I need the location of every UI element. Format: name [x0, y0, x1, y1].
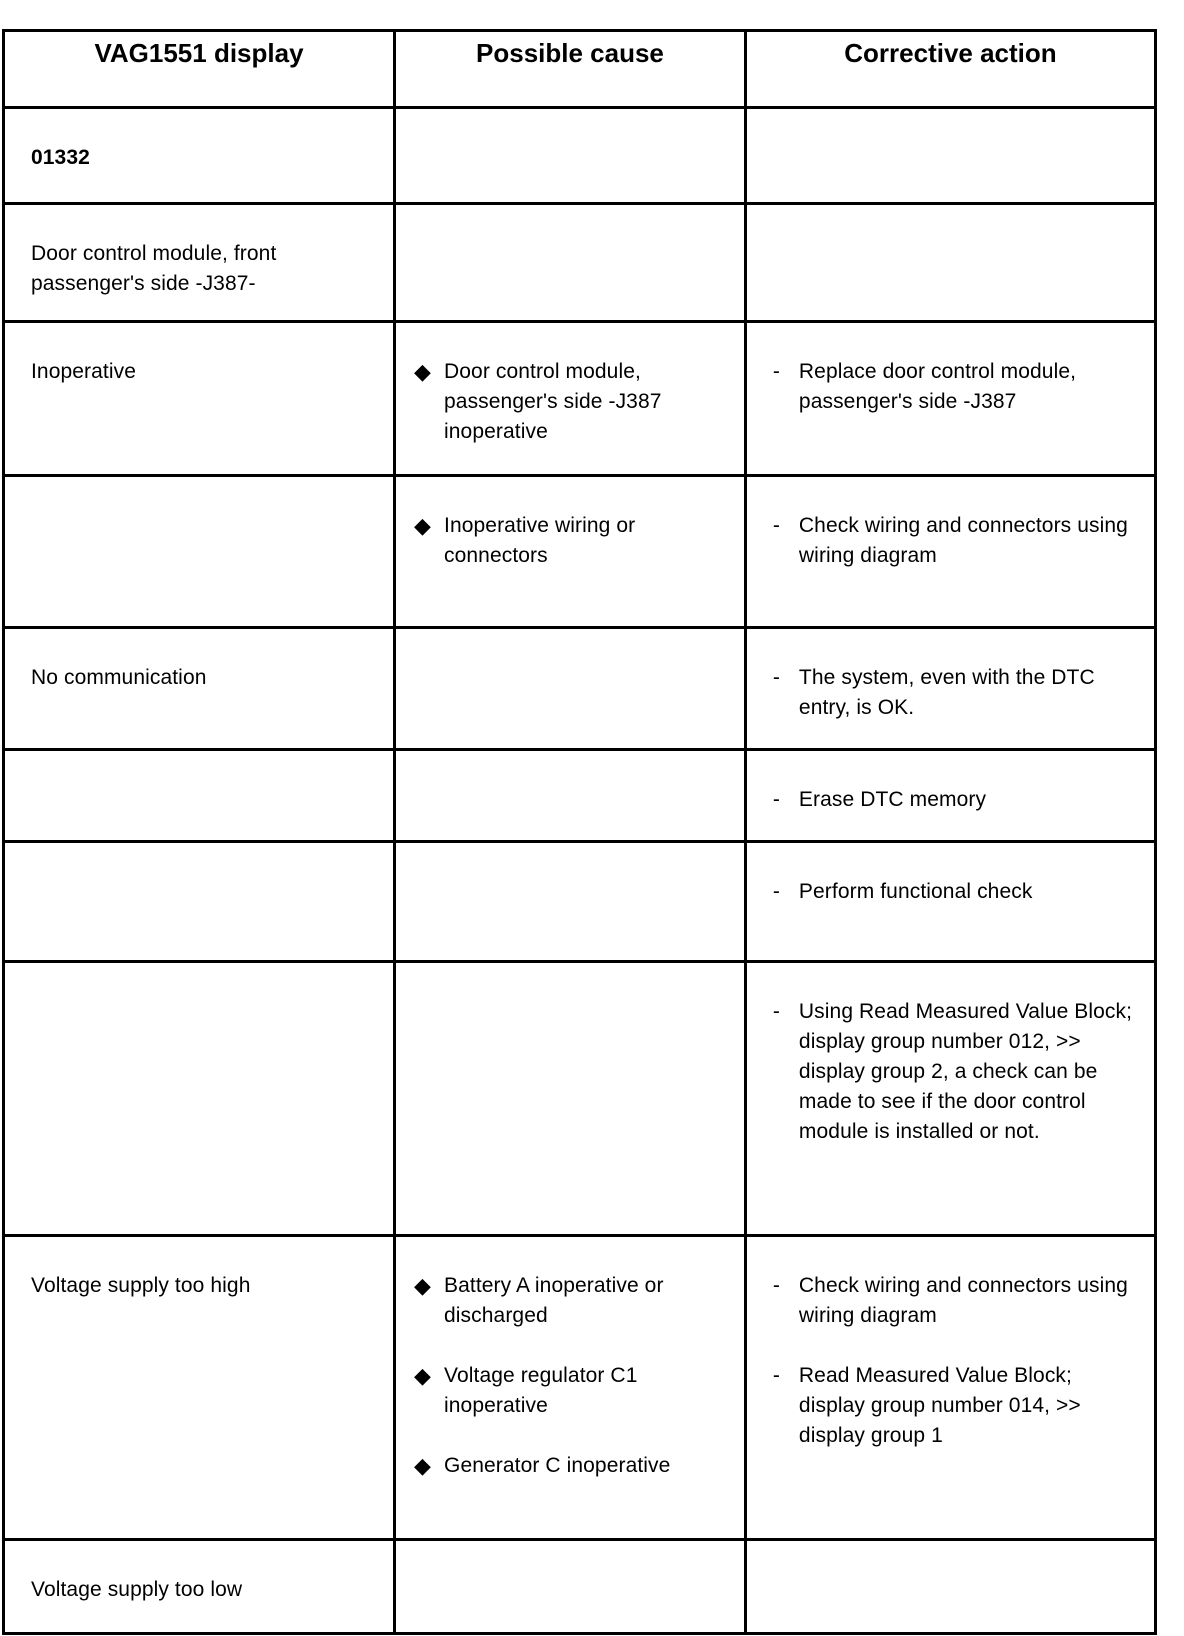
cause-item — [414, 1271, 724, 1331]
dash-marker: - — [772, 788, 781, 811]
cause-cell — [395, 1236, 746, 1540]
cause-cell — [395, 962, 746, 1236]
dash-marker: - — [772, 1274, 781, 1297]
action-text: Check wiring and connectors using wiring diagram — [798, 514, 1128, 567]
action-text: Replace door control module, passenger's side -J387 — [798, 360, 1077, 413]
cause-cell — [395, 628, 746, 750]
table-row — [4, 962, 1156, 1236]
header-row — [4, 31, 1156, 108]
display-text: Voltage supply too high — [31, 1274, 251, 1297]
action-text: Perform functional check — [798, 880, 1033, 903]
header-corrective-action: Corrective action — [745, 31, 1155, 108]
display-cell — [4, 108, 395, 204]
header-vag1551-display: VAG1551 display — [4, 31, 395, 108]
dash-marker: - — [772, 666, 781, 689]
action-item — [773, 511, 1134, 571]
table-row — [4, 1540, 1156, 1634]
dash-marker: - — [772, 880, 781, 903]
cause-text: Inoperative wiring or connectors — [444, 514, 636, 567]
diamond-bullet-icon: ◆ — [414, 359, 432, 384]
cause-cell — [395, 750, 746, 842]
action-cell — [745, 842, 1155, 962]
cause-text: Battery A inoperative or discharged — [444, 1274, 664, 1327]
action-item — [773, 1361, 1134, 1451]
action-cell — [745, 108, 1155, 204]
diamond-bullet-icon: ◆ — [414, 1453, 432, 1478]
table-row — [4, 322, 1156, 476]
display-text: No communication — [31, 666, 207, 689]
cause-cell — [395, 322, 746, 476]
dash-marker: - — [772, 360, 781, 383]
table-row — [4, 204, 1156, 322]
table-row — [4, 108, 1156, 204]
display-text: Inoperative — [31, 360, 137, 383]
cause-cell — [395, 204, 746, 322]
display-text: 01332 — [31, 146, 90, 169]
cause-cell — [395, 1540, 746, 1634]
action-cell — [745, 476, 1155, 628]
action-item — [773, 877, 1134, 907]
display-text: Door control module, front passenger's side -J387- — [31, 242, 277, 295]
action-cell — [745, 204, 1155, 322]
cause-cell — [395, 108, 746, 204]
action-cell — [745, 1236, 1155, 1540]
display-cell — [4, 322, 395, 476]
display-cell — [4, 842, 395, 962]
display-text: Voltage supply too low — [31, 1578, 243, 1601]
action-text: Read Measured Value Block; display group number 014, >> display group 1 — [798, 1364, 1081, 1447]
display-cell — [4, 1540, 395, 1634]
action-item — [773, 663, 1134, 723]
cause-item — [414, 511, 724, 571]
action-text: Check wiring and connectors using wiring diagram — [798, 1274, 1128, 1327]
dash-marker: - — [772, 514, 781, 537]
display-text — [5, 963, 393, 997]
display-cell — [4, 204, 395, 322]
dash-marker: - — [772, 1364, 781, 1387]
cause-item — [414, 357, 724, 447]
diamond-bullet-icon: ◆ — [414, 513, 432, 538]
cause-text: Door control module, passenger's side -J387 inoperative — [444, 360, 662, 443]
cause-cell — [395, 842, 746, 962]
action-item — [773, 1271, 1134, 1331]
dtc-table — [2, 29, 1157, 1635]
display-cell — [4, 750, 395, 842]
display-cell — [4, 476, 395, 628]
display-text — [5, 843, 393, 877]
display-cell — [4, 628, 395, 750]
action-cell — [745, 1540, 1155, 1634]
table-row — [4, 1236, 1156, 1540]
cause-text: Voltage regulator C1 inoperative — [444, 1364, 638, 1417]
action-text: Using Read Measured Value Block; display group number 012, >> display group 2, a check can be made to see if the door control module is installed or not. — [798, 1000, 1133, 1143]
display-cell — [4, 1236, 395, 1540]
cause-text: Generator C inoperative — [444, 1454, 671, 1477]
diamond-bullet-icon: ◆ — [414, 1273, 432, 1298]
action-cell — [745, 750, 1155, 842]
action-item — [773, 357, 1134, 417]
action-cell — [745, 628, 1155, 750]
cause-cell — [395, 476, 746, 628]
display-cell — [4, 962, 395, 1236]
table-row — [4, 476, 1156, 628]
cause-item — [414, 1361, 724, 1421]
table-row — [4, 628, 1156, 750]
cause-item — [414, 1451, 724, 1481]
action-item — [773, 997, 1134, 1147]
action-cell — [745, 322, 1155, 476]
display-text — [5, 751, 393, 785]
action-item — [773, 785, 1134, 815]
table-row — [4, 750, 1156, 842]
header-possible-cause: Possible cause — [395, 31, 746, 108]
action-text: The system, even with the DTC entry, is OK. — [798, 666, 1095, 719]
display-text — [5, 477, 393, 511]
table-row — [4, 842, 1156, 962]
action-text: Erase DTC memory — [798, 788, 987, 811]
dash-marker: - — [772, 1000, 781, 1023]
action-cell — [745, 962, 1155, 1236]
diamond-bullet-icon: ◆ — [414, 1363, 432, 1388]
